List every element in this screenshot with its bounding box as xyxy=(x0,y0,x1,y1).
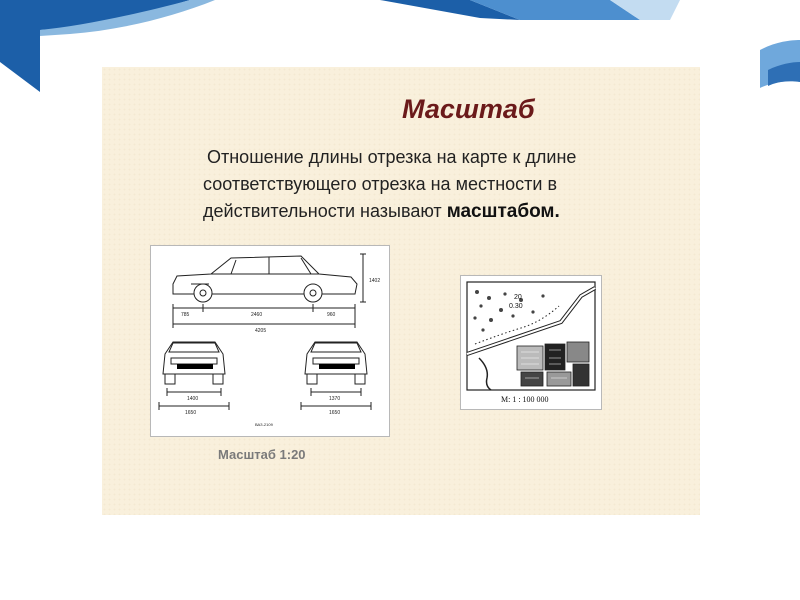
map-marker-top: 20 xyxy=(514,294,522,301)
car-drawing-panel xyxy=(150,245,390,437)
map-marker-bottom: 0.30 xyxy=(509,303,523,310)
dim-total: 4205 xyxy=(255,328,267,334)
car-drawing-image xyxy=(151,246,389,436)
dim-wheelbase: 2460 xyxy=(251,312,263,318)
dim-rear: 960 xyxy=(327,312,336,318)
paragraph-line-1: Отношение длины отрезка на карте к длине xyxy=(207,147,577,167)
dim-rear-width: 1650 xyxy=(329,410,341,416)
paragraph-line-3 xyxy=(203,198,683,225)
dim-rear-track: 1370 xyxy=(329,396,341,402)
map-scale-label: М: 1 : 100 000 xyxy=(501,395,549,404)
car-model-label: ВАЗ-2109 xyxy=(255,422,273,427)
paragraph-line-2: соответствующего отрезка на местности в xyxy=(203,174,558,194)
topographic-map-image xyxy=(461,276,601,409)
car-drawing-caption: Масштаб 1:20 xyxy=(218,447,306,462)
dim-front-track: 1400 xyxy=(187,396,199,402)
highlighted-term: масштабом. xyxy=(446,201,560,222)
dim-height: 1402 xyxy=(369,278,381,284)
dim-front: 785 xyxy=(181,312,190,318)
topographic-map-panel xyxy=(460,275,602,410)
dim-front-width: 1650 xyxy=(185,410,197,416)
definition-paragraph xyxy=(203,144,683,225)
paragraph-line-3-text: действительности называют xyxy=(203,201,447,221)
slide-title: Масштаб xyxy=(402,94,535,124)
